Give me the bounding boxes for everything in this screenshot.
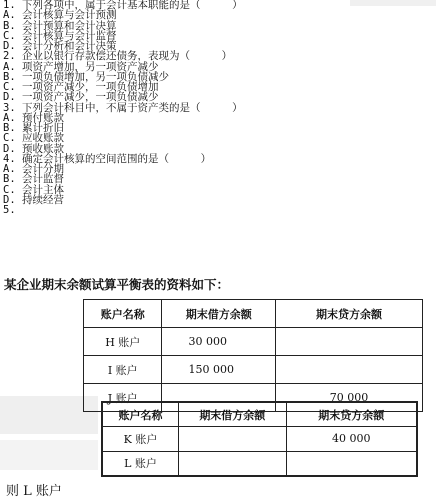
- debit-cell: [179, 451, 287, 476]
- option-line: C. 应收账款: [3, 132, 64, 145]
- option-line: B. 累计折旧: [3, 122, 64, 134]
- account-name-cell: K 账户: [102, 427, 179, 452]
- credit-cell: [275, 356, 422, 384]
- account-name-cell: I 账户: [84, 356, 162, 384]
- option-line: C. 一项资产减少，一项负债增加: [3, 81, 159, 93]
- debit-cell: [179, 427, 287, 452]
- option-line: A. 会计分期: [3, 163, 64, 175]
- question-line: 2. 企业以银行存款偿还债务，表现为（ ）: [3, 50, 233, 63]
- column-header-account: 账户名称: [102, 402, 179, 427]
- column-header-credit: 期末贷方余额: [275, 300, 422, 328]
- option-line: C. 会计主体: [3, 183, 64, 196]
- table-row: [84, 328, 423, 356]
- option-line: D. 会计分析和会计决策: [3, 40, 117, 52]
- option-line: D. 预收账款: [3, 142, 64, 155]
- option-line: B. 会计预算和会计决算: [3, 19, 117, 32]
- account-name-cell: J 账户: [84, 384, 162, 412]
- option-line: A. 项资产增加，另一项资产减少: [3, 60, 159, 73]
- option-line: D. 持续经营: [3, 193, 64, 206]
- trial-balance-table-1: [83, 299, 423, 412]
- debit-cell: 150 000: [162, 356, 275, 384]
- credit-cell: [275, 328, 422, 356]
- option-line: D. 一项资产减少，一项负债减少: [3, 91, 159, 104]
- option-line: A. 预付账款: [3, 111, 64, 124]
- table-intro-text: 某企业期末余额试算平衡表的资料如下：: [4, 277, 230, 292]
- table-header-row: [84, 300, 423, 328]
- question-line: 5.: [3, 204, 16, 216]
- column-header-debit: 期末借方余额: [179, 402, 287, 427]
- question-list: [3, 0, 303, 215]
- table-row: [102, 451, 417, 476]
- question-line: 3. 下列会计科目中，不属于资产类的是（ ）: [3, 101, 243, 114]
- account-name-cell: L 账户: [102, 451, 179, 476]
- credit-cell: 40 000: [286, 427, 417, 452]
- debit-cell: 30 000: [162, 328, 275, 356]
- table-row: [102, 427, 417, 452]
- column-header-account: 账户名称: [84, 300, 162, 328]
- option-line: B. 一项负债增加，另一项负债减少: [3, 70, 169, 83]
- trial-balance-table-2: [101, 401, 418, 477]
- scan-artifact: [350, 0, 436, 6]
- column-header-debit: 期末借方余额: [162, 300, 275, 328]
- credit-cell: 70 000: [275, 384, 422, 412]
- column-header-credit: 期末贷方余额: [286, 402, 417, 427]
- option-line: B. 会计监督: [3, 173, 64, 186]
- option-line: A. 会计核算与会计预测: [3, 9, 117, 22]
- trailing-text: 则 L 账户: [6, 484, 62, 499]
- table-row: [84, 356, 423, 384]
- account-name-cell: H 账户: [84, 328, 162, 356]
- option-line: C. 会计核算与会计监督: [3, 29, 117, 42]
- question-line: 4. 确定会计核算的空间范围的是（ ）: [3, 152, 212, 165]
- credit-cell: [286, 451, 417, 476]
- question-line: 1. 下列各项中，属于会计基本职能的是（ ）: [3, 0, 243, 11]
- table-header-row: [102, 402, 417, 427]
- scan-artifact: [0, 440, 98, 470]
